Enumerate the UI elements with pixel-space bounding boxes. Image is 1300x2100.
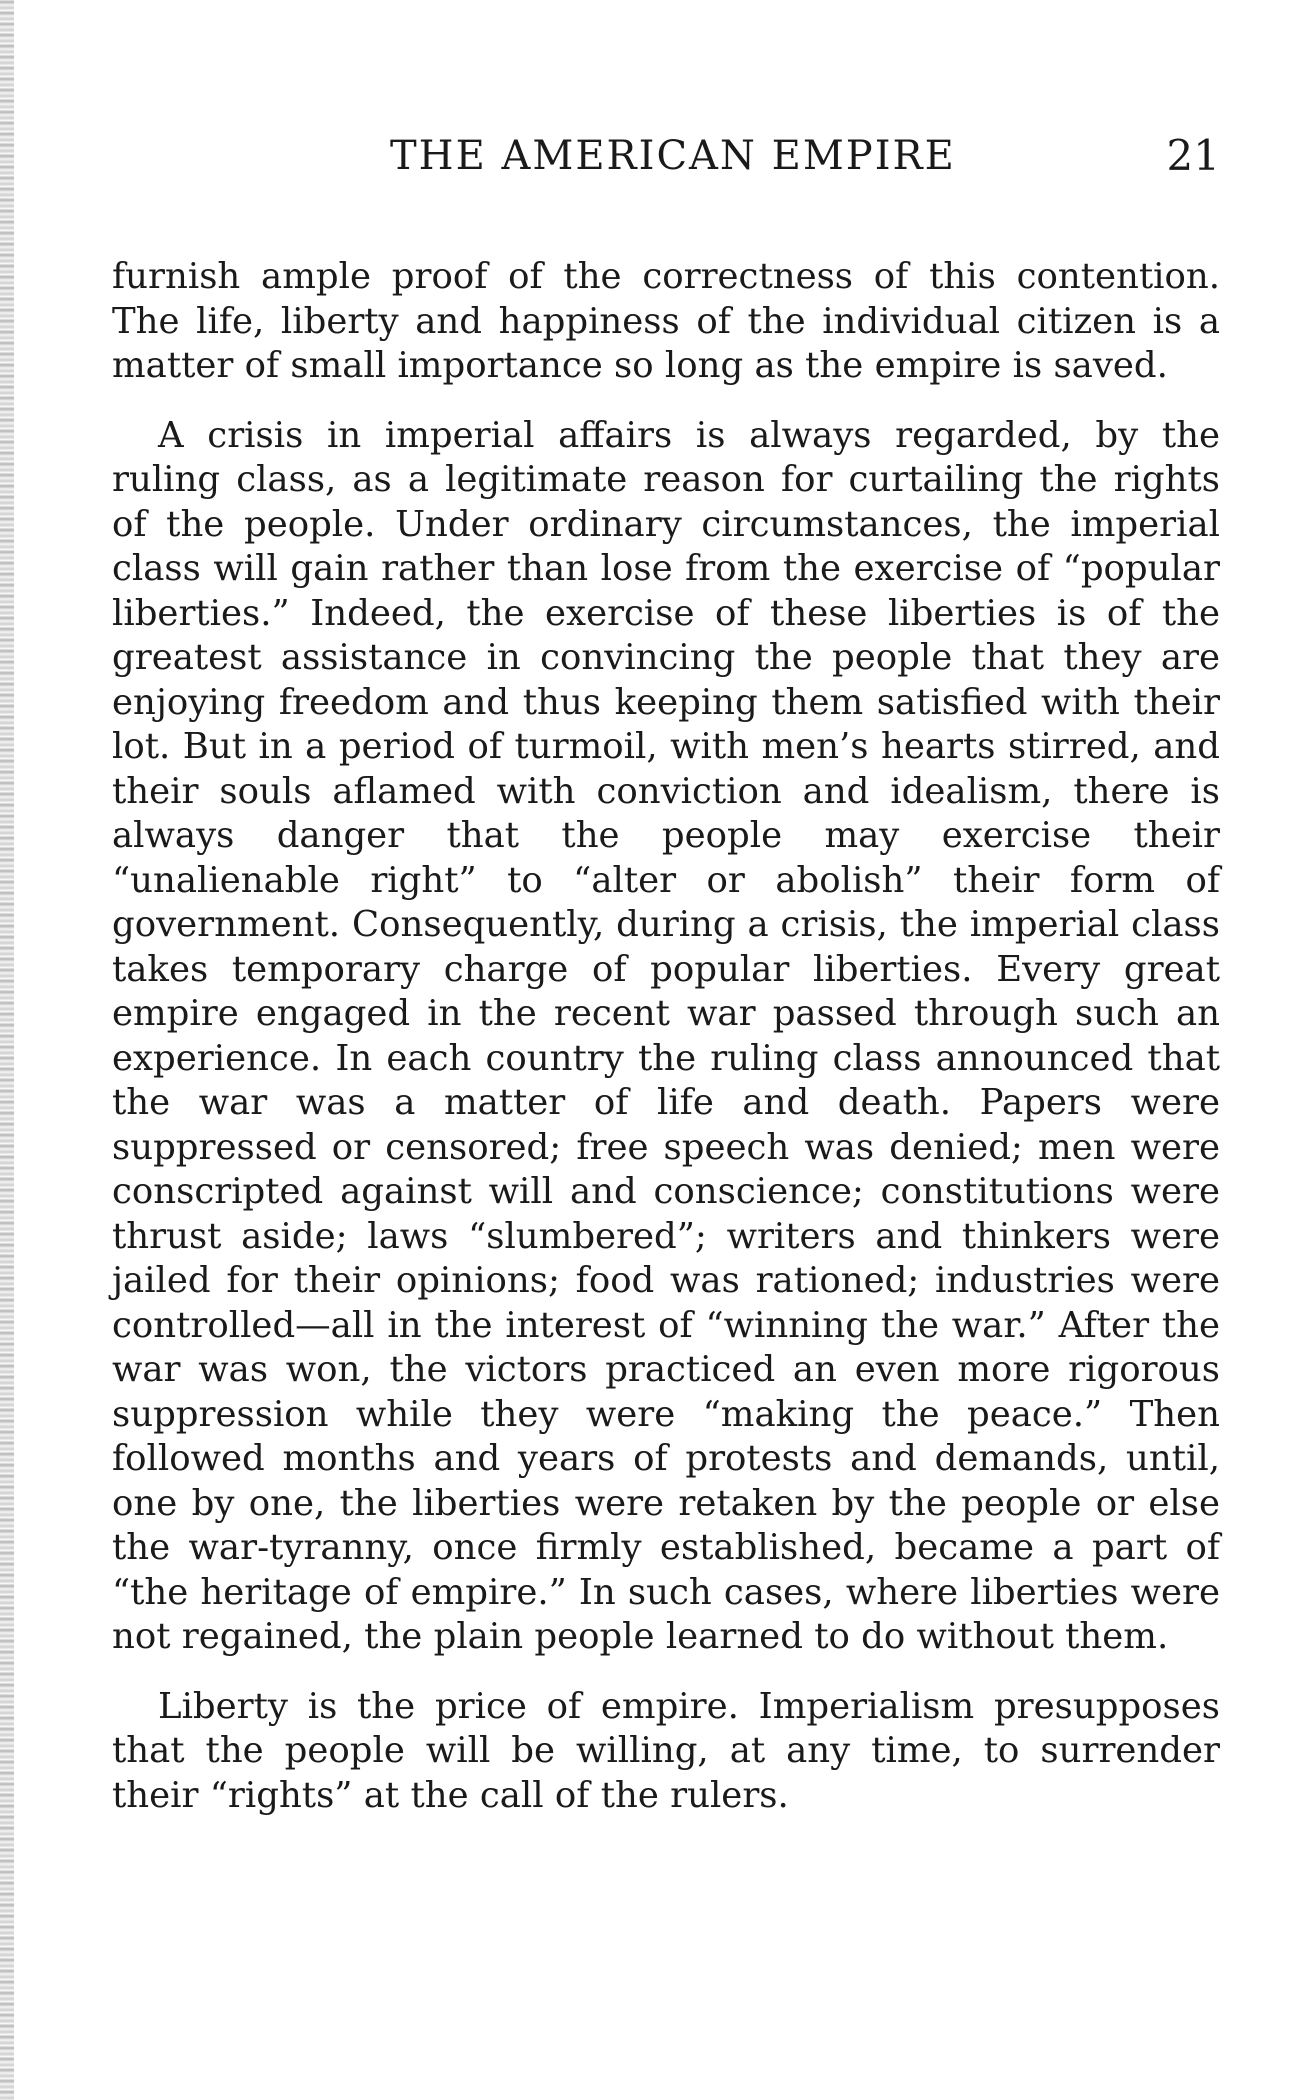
page-body [112,255,1220,1818]
paragraph-crisis: A crisis in imperial affairs is always regarded, by the ruling class, as a legitimate reason for curtailing the rights of the people. Under ordinary circumstances, the imperial class will gain rather than lose from the exercise of “popular liberties.” Indeed, the exercise of these liberties is of the greatest assistance in convincing the people that they are enjoying freedom and thus keeping them satisfied with their lot. But in a period of turmoil, with men’s hearts stirred, and their souls aflamed with conviction and idealism, there is always danger that the people may exercise their “unalienable right” to “alter or abolish” their form of government. Consequently, during a crisis, the imperial class takes temporary charge of popular liberties. Every great empire engaged in the recent war passed through such an experience. In each country the ruling class announced that the war was a matter of life and death. Papers were suppressed or censored; free speech was denied; men were conscripted against will and conscience; constitutions were thrust aside; laws “slumbered”; writers and thinkers were jailed for their opinions; food was rationed; industries were controlled—all in the interest of “winning the war.” After the war was won, the victors practiced an even more rigorous suppression while they were “making the peace.” Then followed months and years of protests and demands, until, one by one, the liberties were retaken by the people or else the war-tyranny, once firmly established, became a part of “the heritage of empire.” In such cases, where liberties were not regained, the plain people learned to do without them. [112,414,1220,1657]
paragraph-liberty: Liberty is the price of empire. Imperialism presupposes that the people will be willing, at any time, to surrender their “rights” at the call of the rulers. [112,1685,1220,1816]
page-number: 21 [1166,131,1220,180]
paragraph-continuation: furnish ample proof of the correctness of this contention. The life, liberty and happiness of the individual citizen is a matter of small importance so long as the empire is saved. [112,256,1220,386]
running-title: THE AMERICAN EMPIRE [390,133,956,179]
page-binding-edge [0,0,14,2100]
